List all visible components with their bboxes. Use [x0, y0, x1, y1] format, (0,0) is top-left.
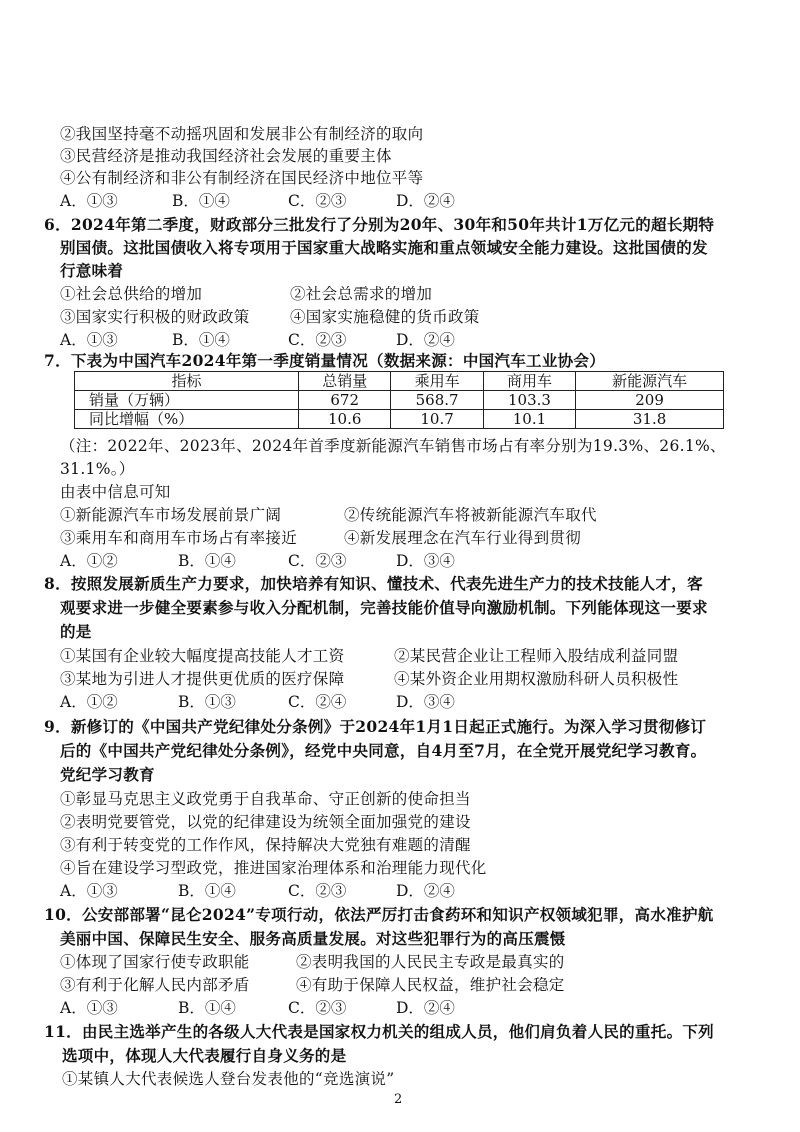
q10-stem-line2: 美丽中国、保障民生安全、服务高质量发展。对这些犯罪行为的高压震慑: [60, 929, 566, 948]
table-header-row: [75, 372, 724, 391]
q7-item-2: ②传统能源汽车将被新能源汽车取代: [344, 506, 597, 524]
q8-option-c[interactable]: C．②④: [288, 693, 347, 711]
q11-stem-line2: 选项中，体现人大代表履行自身义务的是: [62, 1046, 347, 1065]
table-cell: 31.8: [576, 410, 724, 429]
q9-item-2: ②表明党要管党，以党的纪律建设为统领全面加强党的建设: [60, 813, 471, 831]
q10-stem-line1: 10．公安部部署“昆仑2024”专项行动，依法严厉打击食药环和知识产权领域犯罪，高水准护航: [44, 905, 714, 924]
table-header: 新能源汽车: [576, 372, 724, 391]
q9-stem-line2: 后的《中国共产党纪律处分条例》，经党中央同意，自4月至7月，在全党开展党纪学习教育。: [60, 741, 707, 760]
q8-option-b[interactable]: B．①③: [178, 693, 236, 711]
q5-option-d[interactable]: D．②④: [396, 192, 455, 210]
table-cell: 10.6: [299, 410, 391, 429]
q10-item-3: ③有利于化解人民内部矛盾: [60, 976, 250, 994]
table-cell: 10.1: [483, 410, 575, 429]
table-cell: 10.7: [391, 410, 483, 429]
q9-item-4: ④旨在建设学习型政党，推进国家治理体系和治理能力现代化: [60, 859, 487, 877]
q6-item-2: ②社会总需求的增加: [290, 285, 433, 303]
q8-stem-line1: 8．按照发展新质生产力要求，加快培养有知识、懂技术、代表先进生产力的技术技能人才，客: [44, 574, 703, 593]
table-cell: 103.3: [483, 391, 575, 410]
table-header: 乘用车: [391, 372, 483, 391]
q8-option-d[interactable]: D．③④: [396, 693, 455, 711]
q8-option-a[interactable]: A．①②: [60, 693, 118, 711]
q7-option-c[interactable]: C．②③: [288, 552, 347, 570]
table-cell: 672: [299, 391, 391, 410]
q9-item-1: ①彰显马克思主义政党勇于自我革命、守正创新的使命担当: [60, 790, 471, 808]
q5-item-3: ③民营经济是推动我国经济社会发展的重要主体: [60, 147, 392, 165]
q9-option-b[interactable]: B．①④: [178, 882, 236, 900]
table-cell: 568.7: [391, 391, 483, 410]
q9-stem-line3: 党纪学习教育: [60, 765, 155, 784]
q6-item-4: ④国家实施稳健的货币政策: [290, 308, 480, 326]
q6-item-1: ①社会总供给的增加: [60, 285, 203, 303]
q5-option-a[interactable]: A．①③: [60, 192, 118, 210]
table-cell: 同比增幅（%）: [75, 410, 299, 429]
q7-stem: 7．下表为中国汽车2024年第一季度销量情况（数据来源：中国汽车工业协会）: [44, 351, 606, 370]
q10-option-a[interactable]: A．①③: [60, 999, 118, 1017]
q10-option-d[interactable]: D．②④: [396, 999, 455, 1017]
q8-item-3: ③某地为引进人才提供更优质的医疗保障: [60, 670, 345, 688]
q7-option-a[interactable]: A．①②: [60, 552, 118, 570]
table-row: [75, 391, 724, 410]
q9-item-3: ③有利于转变党的工作作风，保持解决大党独有难题的清醒: [60, 836, 471, 854]
q5-option-c[interactable]: C．②③: [288, 192, 347, 210]
q10-item-4: ④有助于保障人民权益，维护社会稳定: [296, 976, 565, 994]
q7-item-3: ③乘用车和商用车市场占有率接近: [60, 529, 298, 547]
q6-option-d[interactable]: D．②④: [396, 331, 455, 349]
q7-note-line2: 31.1%。）: [60, 460, 135, 478]
table-header: 总销量: [299, 372, 391, 391]
q11-stem-line1: 11．由民主选举产生的各级人大代表是国家权力机关的组成人员，他们肩负着人民的重托。下列: [44, 1022, 714, 1041]
q6-option-a[interactable]: A．①③: [60, 331, 118, 349]
q11-item-1: ①某镇人大代表候选人登台发表他的“竞选演说”: [62, 1070, 395, 1088]
q6-stem-line2: 别国债。这批国债收入将专项用于国家重大战略实施和重点领域安全能力建设。这批国债的发: [60, 238, 708, 257]
q8-stem-line2: 观要求进一步健全要素参与收入分配机制，完善技能价值导向激励机制。下列能体现这一要求: [60, 598, 708, 617]
table-cell: 销量（万辆）: [75, 391, 299, 410]
q6-stem-line3: 行意味着: [60, 261, 124, 280]
q9-option-c[interactable]: C．②③: [288, 882, 347, 900]
q10-option-c[interactable]: C．②③: [288, 999, 347, 1017]
q8-item-2: ②某民营企业让工程师入股结成利益同盟: [394, 647, 679, 665]
q6-option-b[interactable]: B．①④: [172, 331, 230, 349]
q10-option-b[interactable]: B．①④: [178, 999, 236, 1017]
q9-option-a[interactable]: A．①③: [60, 882, 118, 900]
q8-stem-line3: 的是: [60, 622, 92, 641]
q5-item-4: ④公有制经济和非公有制经济在国民经济中地位平等: [60, 169, 424, 187]
q9-option-d[interactable]: D．②④: [396, 882, 455, 900]
sales-table: [74, 371, 724, 429]
q7-option-b[interactable]: B．①④: [178, 552, 236, 570]
table-row: [75, 410, 724, 429]
q5-option-b[interactable]: B．①④: [172, 192, 230, 210]
q5-item-2: ②我国坚持毫不动摇巩固和发展非公有制经济的取向: [60, 125, 424, 143]
q7-option-d[interactable]: D．③④: [396, 552, 455, 570]
q8-item-1: ①某国有企业较大幅度提高技能人才工资: [60, 647, 345, 665]
table-cell: 209: [576, 391, 724, 410]
table-header: 商用车: [483, 372, 575, 391]
page-number: 2: [394, 1092, 403, 1107]
table-header: 指标: [75, 372, 299, 391]
q7-lead: 由表中信息可知: [60, 483, 171, 501]
q10-item-1: ①体现了国家行使专政职能: [60, 953, 250, 971]
q6-stem-line1: 6．2024年第二季度，财政部分三批发行了分别为20年、30年和50年共计1万亿元的超长期特: [44, 215, 715, 234]
q7-item-1: ①新能源汽车市场发展前景广阔: [60, 506, 282, 524]
q9-stem-line1: 9．新修订的《中国共产党纪律处分条例》于2024年1月1日起正式施行。为深入学习贯彻修订: [44, 717, 707, 736]
q7-note-line1: （注：2022年、2023年、2024年首季度新能源汽车销售市场占有率分别为19.3%、26.1%、: [60, 437, 726, 455]
q6-option-c[interactable]: C．②③: [288, 331, 347, 349]
q7-item-4: ④新发展理念在汽车行业得到贯彻: [344, 529, 582, 547]
q10-item-2: ②表明我国的人民民主专政是最真实的: [296, 953, 565, 971]
q8-item-4: ④某外资企业用期权激励科研人员积极性: [394, 670, 679, 688]
q6-item-3: ③国家实行积极的财政政策: [60, 308, 250, 326]
